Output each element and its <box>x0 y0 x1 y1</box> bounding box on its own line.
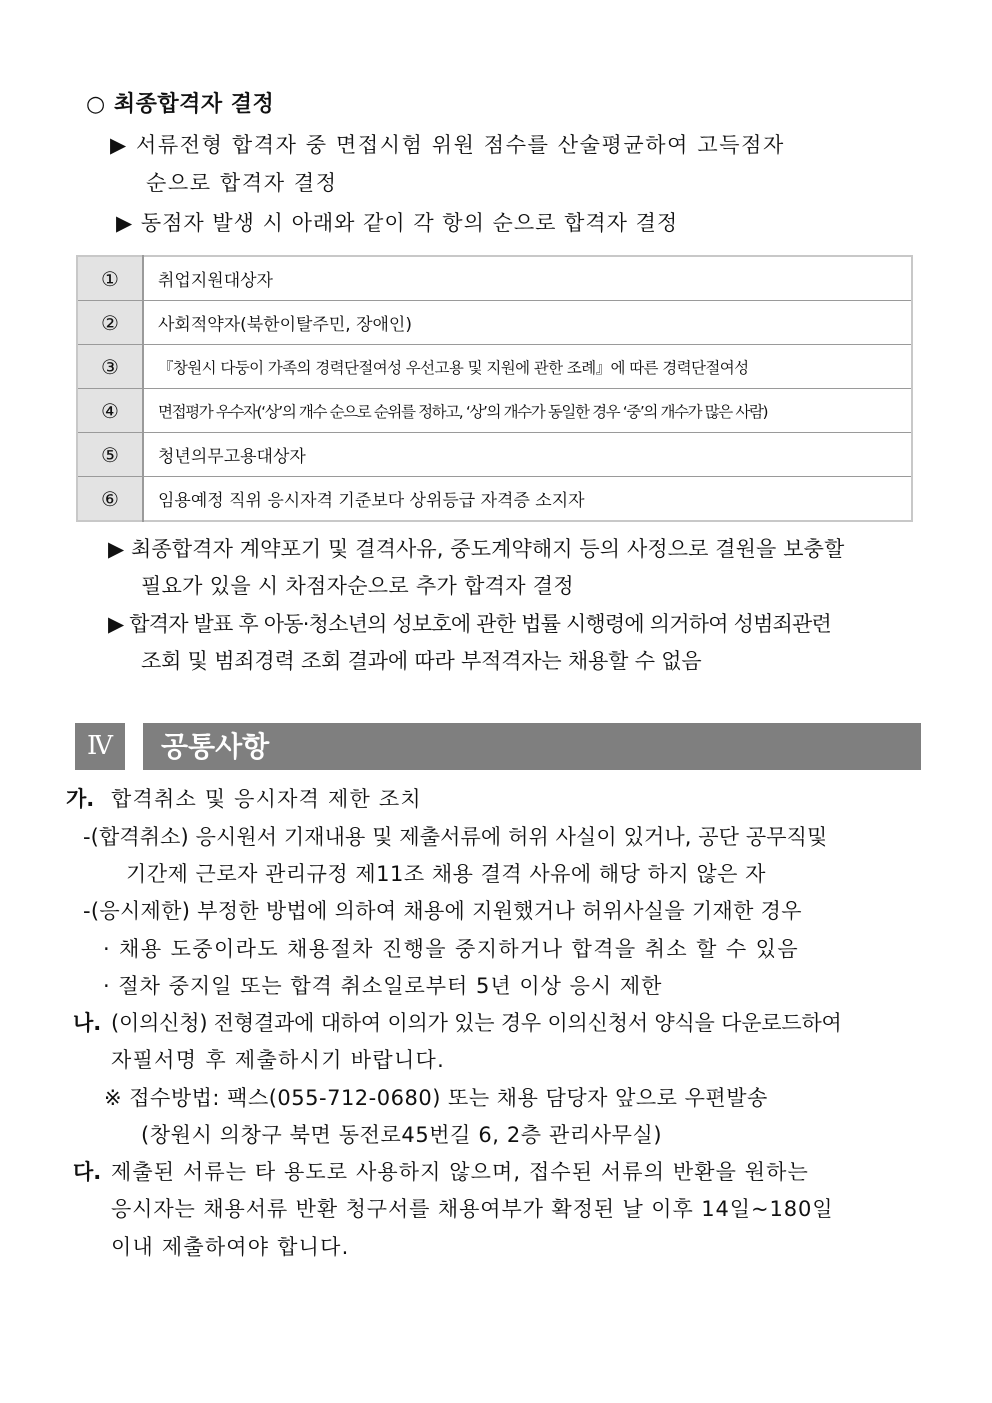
final-pass-bullet-1-line-1: ▶ 서류전형 합격자 중 면접시험 위원 점수를 산술평균하여 고득점자 <box>110 133 785 157</box>
item-ga-label: 가. <box>66 787 95 811</box>
item-da-line-2: 응시자는 채용서류 반환 청구서를 채용여부가 확정된 날 이후 14일~180일 <box>111 1197 834 1221</box>
item-ga-line-3: -(응시제한) 부정한 방법에 의하여 채용에 지원했거나 허위사실을 기재한 경우 <box>83 899 802 923</box>
item-da-line-3: 이내 제출하여야 합니다. <box>111 1235 350 1259</box>
final-pass-bullet-4-line-1: ▶ 합격자 발표 후 아동·청소년의 성보호에 관한 법률 시행령에 의거하여 성범죄관련 <box>108 612 832 636</box>
item-na-line-1: (이의신청) 전형결과에 대하여 이의가 있는 경우 이의신청서 양식을 다운로드하여 <box>111 1011 842 1035</box>
final-pass-heading: ○ 최종합격자 결정 <box>86 92 275 117</box>
priority-text: 취업지원대상자 <box>143 256 912 301</box>
priority-number: ⑤ <box>77 433 143 477</box>
item-na-line-4: (창원시 의창구 북면 동전로45번길 6, 2층 관리사무실) <box>141 1123 663 1147</box>
item-ga-line-4: · 채용 도중이라도 채용절차 진행을 중지하거나 합격을 취소 할 수 있음 <box>103 937 800 961</box>
table-row <box>77 345 912 389</box>
priority-text: 임용예정 직위 응시자격 기준보다 상위등급 자격증 소지자 <box>143 477 912 522</box>
table-row <box>77 389 912 433</box>
item-da-line-1: 제출된 서류는 타 용도로 사용하지 않으며, 접수된 서류의 반환을 원하는 <box>111 1160 809 1184</box>
priority-text: 청년의무고용대상자 <box>143 433 912 477</box>
item-na-line-3: ※ 접수방법: 팩스(055-712-0680) 또는 채용 담당자 앞으로 우편발송 <box>104 1086 768 1110</box>
item-na-label: 나. <box>73 1011 102 1035</box>
priority-number: ② <box>77 301 143 345</box>
item-ga-line-1: -(합격취소) 응시원서 기재내용 및 제출서류에 허위 사실이 있거나, 공단 공무직및 <box>83 825 828 849</box>
final-pass-bullet-4-line-2: 조회 및 범죄경력 조회 결과에 따라 부적격자는 채용할 수 없음 <box>141 649 702 673</box>
priority-text: 면접평가 우수자(‘상’의 개수 순으로 순위를 정하고, ‘상’의 개수가 동일한 경우 ‘중’의 개수가 많은 사람) <box>143 389 912 433</box>
item-ga-line-5: · 절차 중지일 또는 합격 취소일로부터 5년 이상 응시 제한 <box>103 974 663 998</box>
item-ga-line-2: 기간제 근로자 관리규정 제11조 채용 결격 사유에 해당 하지 않은 자 <box>126 862 766 886</box>
priority-number: ⑥ <box>77 477 143 522</box>
table-row <box>77 301 912 345</box>
final-pass-bullet-1-line-2: 순으로 합격자 결정 <box>146 171 338 195</box>
item-ga-title: 합격취소 및 응시자격 제한 조치 <box>111 787 422 811</box>
table-row <box>77 256 912 301</box>
priority-text: 『창원시 다둥이 가족의 경력단절여성 우선고용 및 지원에 관한 조례』에 따른 경력단절여성 <box>143 345 912 389</box>
tie-break-priority-table <box>76 255 913 522</box>
priority-number: ③ <box>77 345 143 389</box>
priority-number: ④ <box>77 389 143 433</box>
priority-text: 사회적약자(북한이탈주민, 장애인) <box>143 301 912 345</box>
section-title-bar: 공통사항 <box>143 723 921 770</box>
item-na-line-2: 자필서명 후 제출하시기 바랍니다. <box>111 1048 446 1072</box>
item-da-label: 다. <box>73 1160 102 1184</box>
final-pass-bullet-3-line-2: 필요가 있을 시 차점자순으로 추가 합격자 결정 <box>141 574 574 598</box>
final-pass-bullet-3-line-1: ▶ 최종합격자 계약포기 및 결격사유, 중도계약해지 등의 사정으로 결원을 보충할 <box>108 537 845 561</box>
section-number-badge: Ⅳ <box>75 723 125 770</box>
final-pass-bullet-2: ▶ 동점자 발생 시 아래와 같이 각 항의 순으로 합격자 결정 <box>116 211 679 235</box>
table-row <box>77 477 912 522</box>
table-row <box>77 433 912 477</box>
priority-number: ① <box>77 256 143 301</box>
